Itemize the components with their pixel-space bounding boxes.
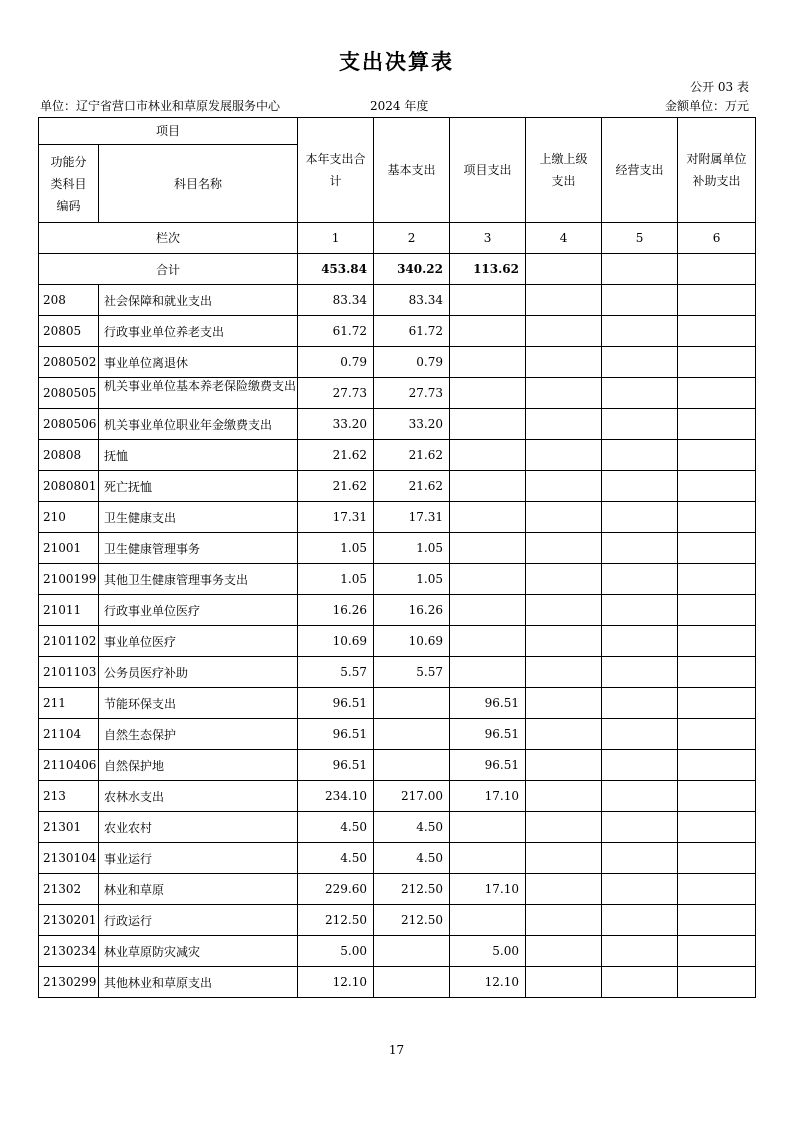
row-col3: 5.00 [450, 936, 526, 967]
total-label: 合计 [39, 254, 298, 285]
row-code: 21302 [39, 874, 99, 905]
row-code: 2080506 [39, 409, 99, 440]
row-col6 [678, 781, 756, 812]
row-subject-name: 农林水支出 [99, 781, 298, 812]
row-col5 [602, 781, 678, 812]
row-col6 [678, 719, 756, 750]
row-code: 2130234 [39, 936, 99, 967]
row-col5 [602, 316, 678, 347]
row-col5 [602, 564, 678, 595]
row-col2: 17.31 [374, 502, 450, 533]
row-code: 2080801 [39, 471, 99, 502]
column-number: 1 [298, 223, 374, 254]
row-col5 [602, 905, 678, 936]
table-row [39, 533, 756, 564]
row-col2: 21.62 [374, 440, 450, 471]
table-row [39, 564, 756, 595]
row-col5 [602, 533, 678, 564]
row-col6 [678, 967, 756, 998]
header-operating-expenditure: 经营支出 [602, 118, 678, 223]
form-number: 公开 03 表 [690, 80, 749, 94]
table-row [39, 316, 756, 347]
column-number: 2 [374, 223, 450, 254]
row-code: 2080505 [39, 378, 99, 409]
row-col4 [526, 285, 602, 316]
row-col4 [526, 657, 602, 688]
row-subject-name: 卫生健康管理事务 [99, 533, 298, 564]
row-col5 [602, 874, 678, 905]
row-col3: 96.51 [450, 750, 526, 781]
row-col5 [602, 750, 678, 781]
row-col5 [602, 471, 678, 502]
row-col3 [450, 843, 526, 874]
row-col6 [678, 378, 756, 409]
row-col2: 5.57 [374, 657, 450, 688]
row-code: 20805 [39, 316, 99, 347]
row-code: 21104 [39, 719, 99, 750]
table-row [39, 719, 756, 750]
row-col6 [678, 564, 756, 595]
row-col2: 0.79 [374, 347, 450, 378]
row-col2: 1.05 [374, 564, 450, 595]
row-col5 [602, 967, 678, 998]
row-subject-name [99, 378, 298, 409]
row-col4 [526, 750, 602, 781]
row-code: 2101102 [39, 626, 99, 657]
row-subject-name: 行政事业单位医疗 [99, 595, 298, 626]
row-code: 213 [39, 781, 99, 812]
row-col3 [450, 502, 526, 533]
row-col6 [678, 533, 756, 564]
row-col1: 16.26 [298, 595, 374, 626]
row-subject-name-text: 机关事业单位基本养老保险缴费支出 [104, 379, 297, 393]
row-code: 2130299 [39, 967, 99, 998]
row-col3 [450, 905, 526, 936]
row-col2: 4.50 [374, 843, 450, 874]
row-col4 [526, 502, 602, 533]
page-title: 支出决算表 [339, 49, 454, 74]
row-col1: 4.50 [298, 843, 374, 874]
row-col3: 12.10 [450, 967, 526, 998]
row-col3 [450, 440, 526, 471]
total-col5 [602, 254, 678, 285]
row-col1: 0.79 [298, 347, 374, 378]
row-col3 [450, 657, 526, 688]
table-row [39, 781, 756, 812]
row-col3 [450, 285, 526, 316]
row-col5 [602, 657, 678, 688]
row-col6 [678, 471, 756, 502]
row-col2 [374, 936, 450, 967]
row-code: 211 [39, 688, 99, 719]
row-subject-name: 卫生健康支出 [99, 502, 298, 533]
row-col1: 27.73 [298, 378, 374, 409]
row-code: 2110406 [39, 750, 99, 781]
row-col5 [602, 843, 678, 874]
row-subject-name: 事业单位离退休 [99, 347, 298, 378]
row-subject-name: 林业和草原 [99, 874, 298, 905]
row-col5 [602, 409, 678, 440]
table-row [39, 967, 756, 998]
row-col5 [602, 285, 678, 316]
row-col6 [678, 409, 756, 440]
row-col1: 96.51 [298, 688, 374, 719]
table-row [39, 440, 756, 471]
row-col4 [526, 595, 602, 626]
row-col3 [450, 812, 526, 843]
row-col5 [602, 595, 678, 626]
row-col2: 212.50 [374, 905, 450, 936]
row-col5 [602, 347, 678, 378]
row-col6 [678, 905, 756, 936]
row-code: 21011 [39, 595, 99, 626]
row-col6 [678, 626, 756, 657]
row-col5 [602, 688, 678, 719]
table-row [39, 595, 756, 626]
table-row [39, 626, 756, 657]
row-subject-name: 事业运行 [99, 843, 298, 874]
row-col1: 10.69 [298, 626, 374, 657]
row-col2: 4.50 [374, 812, 450, 843]
row-col1: 96.51 [298, 750, 374, 781]
row-col1: 5.00 [298, 936, 374, 967]
row-col2: 21.62 [374, 471, 450, 502]
row-col2: 217.00 [374, 781, 450, 812]
column-number: 4 [526, 223, 602, 254]
row-subject-name: 事业单位医疗 [99, 626, 298, 657]
expenditure-table [38, 117, 756, 998]
row-code: 20808 [39, 440, 99, 471]
row-col6 [678, 440, 756, 471]
row-col1: 1.05 [298, 533, 374, 564]
row-col6 [678, 657, 756, 688]
total-col1: 453.84 [298, 254, 374, 285]
unit-label: 单位：辽宁省营口市林业和草原发展服务中心 [40, 99, 281, 113]
row-col3: 17.10 [450, 874, 526, 905]
table-row [39, 843, 756, 874]
row-col3 [450, 533, 526, 564]
row-col3: 96.51 [450, 688, 526, 719]
row-col3 [450, 595, 526, 626]
row-col1: 4.50 [298, 812, 374, 843]
row-col4 [526, 843, 602, 874]
row-code: 2080502 [39, 347, 99, 378]
row-col2: 212.50 [374, 874, 450, 905]
row-code: 2130201 [39, 905, 99, 936]
column-number: 5 [602, 223, 678, 254]
row-col4 [526, 440, 602, 471]
row-col4 [526, 378, 602, 409]
table-row [39, 471, 756, 502]
row-col1: 61.72 [298, 316, 374, 347]
row-col2: 27.73 [374, 378, 450, 409]
row-col6 [678, 874, 756, 905]
row-col6 [678, 688, 756, 719]
row-subject-name: 死亡抚恤 [99, 471, 298, 502]
row-col4 [526, 533, 602, 564]
row-col6 [678, 502, 756, 533]
row-col2 [374, 967, 450, 998]
header-line-label: 栏次 [39, 223, 298, 254]
total-row [39, 254, 756, 285]
header-basic-expenditure: 基本支出 [374, 118, 450, 223]
row-subject-name: 行政事业单位养老支出 [99, 316, 298, 347]
fiscal-year: 2024 年度 [370, 99, 429, 113]
row-subject-name: 其他卫生健康管理事务支出 [99, 564, 298, 595]
row-subject-name: 公务员医疗补助 [99, 657, 298, 688]
row-col1: 96.51 [298, 719, 374, 750]
table-row [39, 657, 756, 688]
row-code: 21301 [39, 812, 99, 843]
row-code: 21001 [39, 533, 99, 564]
row-col1: 229.60 [298, 874, 374, 905]
row-col6 [678, 595, 756, 626]
table-row [39, 347, 756, 378]
row-col3 [450, 626, 526, 657]
header-function-code: 功能分类科目编码 [39, 145, 99, 223]
row-code: 2100199 [39, 564, 99, 595]
table-row [39, 502, 756, 533]
row-col5 [602, 626, 678, 657]
row-col2: 10.69 [374, 626, 450, 657]
row-col1: 21.62 [298, 440, 374, 471]
row-col4 [526, 905, 602, 936]
total-col2: 340.22 [374, 254, 450, 285]
row-subject-name: 其他林业和草原支出 [99, 967, 298, 998]
header-total-expenditure: 本年支出合计 [298, 118, 374, 223]
table-row [39, 688, 756, 719]
table-row [39, 936, 756, 967]
row-col4 [526, 936, 602, 967]
row-col2 [374, 750, 450, 781]
table-row [39, 874, 756, 905]
row-col2: 1.05 [374, 533, 450, 564]
row-col6 [678, 347, 756, 378]
row-col1: 1.05 [298, 564, 374, 595]
row-col6 [678, 316, 756, 347]
row-col6 [678, 843, 756, 874]
header-subsidy-affiliates: 对附属单位补助支出 [678, 118, 756, 223]
row-col4 [526, 688, 602, 719]
row-col6 [678, 936, 756, 967]
row-subject-name: 农业农村 [99, 812, 298, 843]
row-col3 [450, 316, 526, 347]
row-subject-name: 自然生态保护 [99, 719, 298, 750]
row-col1: 212.50 [298, 905, 374, 936]
row-col5 [602, 812, 678, 843]
row-code: 210 [39, 502, 99, 533]
row-col1: 21.62 [298, 471, 374, 502]
row-col1: 234.10 [298, 781, 374, 812]
row-code: 2101103 [39, 657, 99, 688]
row-col2: 83.34 [374, 285, 450, 316]
money-unit: 金额单位：万元 [664, 99, 749, 113]
row-col2 [374, 719, 450, 750]
row-col2: 16.26 [374, 595, 450, 626]
header-remit-upper-expenditure: 上缴上级支出 [526, 118, 602, 223]
row-code: 2130104 [39, 843, 99, 874]
row-col3 [450, 564, 526, 595]
row-col4 [526, 626, 602, 657]
row-code: 208 [39, 285, 99, 316]
row-col4 [526, 471, 602, 502]
row-col4 [526, 967, 602, 998]
row-col1: 17.31 [298, 502, 374, 533]
row-col4 [526, 347, 602, 378]
row-col3 [450, 347, 526, 378]
table-row [39, 285, 756, 316]
row-subject-name: 林业草原防灾减灾 [99, 936, 298, 967]
total-col6 [678, 254, 756, 285]
row-subject-name: 行政运行 [99, 905, 298, 936]
page-number: 17 [388, 1043, 405, 1057]
table-row [39, 905, 756, 936]
row-col5 [602, 378, 678, 409]
row-col5 [602, 440, 678, 471]
row-subject-name: 社会保障和就业支出 [99, 285, 298, 316]
row-col4 [526, 812, 602, 843]
row-col3: 96.51 [450, 719, 526, 750]
column-number: 6 [678, 223, 756, 254]
row-col2 [374, 688, 450, 719]
row-col4 [526, 409, 602, 440]
row-col3 [450, 471, 526, 502]
row-col4 [526, 719, 602, 750]
row-col2: 33.20 [374, 409, 450, 440]
row-col4 [526, 781, 602, 812]
total-col3: 113.62 [450, 254, 526, 285]
row-col3 [450, 409, 526, 440]
row-col2: 61.72 [374, 316, 450, 347]
row-subject-name: 抚恤 [99, 440, 298, 471]
row-subject-name: 自然保护地 [99, 750, 298, 781]
row-col4 [526, 564, 602, 595]
table-row [39, 409, 756, 440]
row-col3: 17.10 [450, 781, 526, 812]
table-row [39, 812, 756, 843]
row-col6 [678, 812, 756, 843]
row-col1: 5.57 [298, 657, 374, 688]
column-number: 3 [450, 223, 526, 254]
row-col5 [602, 719, 678, 750]
row-col5 [602, 936, 678, 967]
row-col4 [526, 316, 602, 347]
header-item: 项目 [39, 118, 298, 145]
row-col3 [450, 378, 526, 409]
row-col1: 12.10 [298, 967, 374, 998]
header-subject-name: 科目名称 [99, 145, 298, 223]
row-subject-name: 机关事业单位职业年金缴费支出 [99, 409, 298, 440]
row-col6 [678, 285, 756, 316]
row-col6 [678, 750, 756, 781]
table-row [39, 378, 756, 409]
row-col5 [602, 502, 678, 533]
header-project-expenditure: 项目支出 [450, 118, 526, 223]
total-col4 [526, 254, 602, 285]
row-col4 [526, 874, 602, 905]
table-row [39, 750, 756, 781]
row-subject-name: 节能环保支出 [99, 688, 298, 719]
row-col1: 83.34 [298, 285, 374, 316]
row-col1: 33.20 [298, 409, 374, 440]
